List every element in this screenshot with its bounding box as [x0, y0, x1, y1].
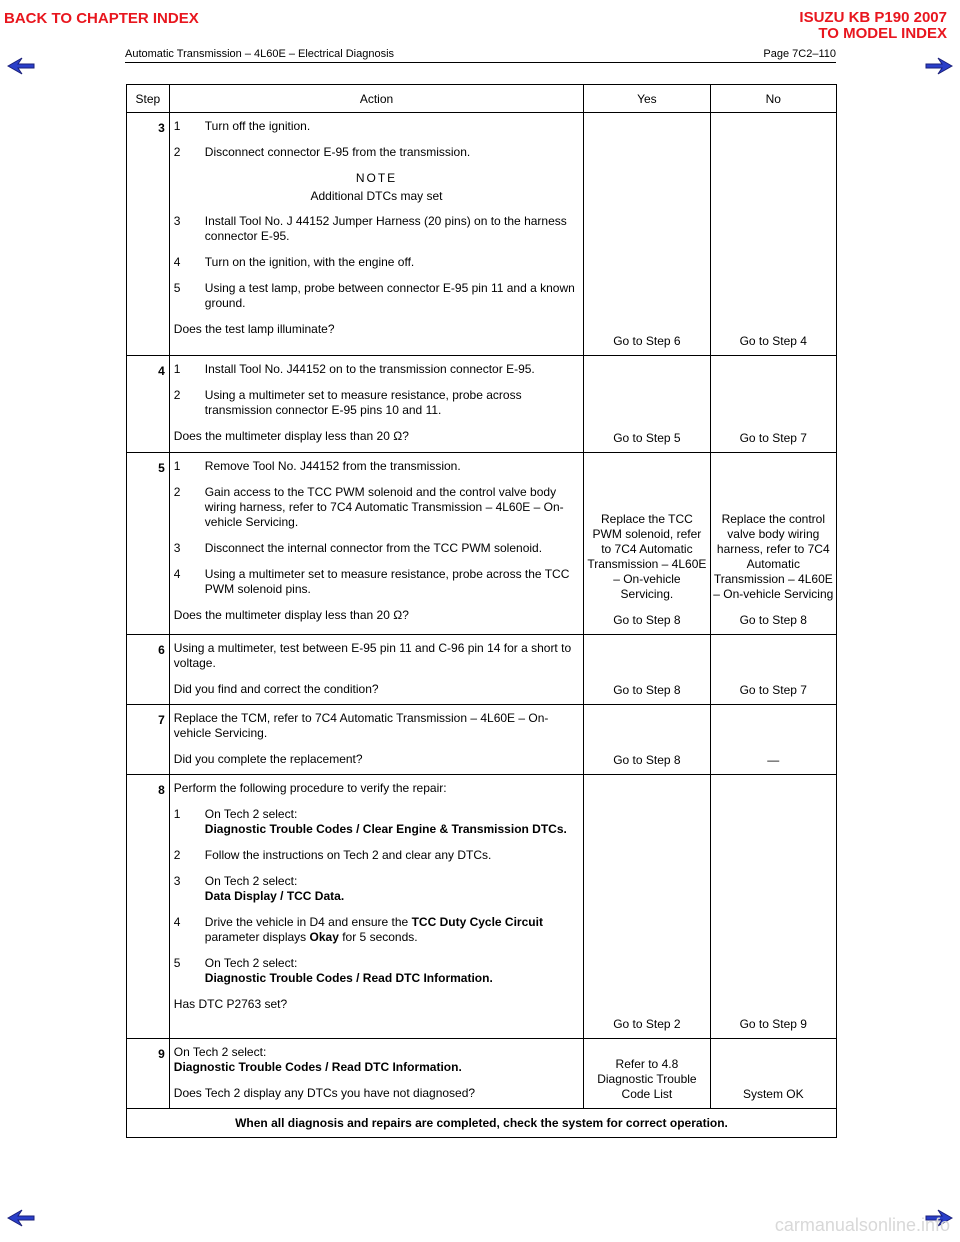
table-row-step-7 — [127, 705, 837, 775]
item-num: 1 — [173, 119, 181, 133]
item-text: Install Tool No. J 44152 Jumper Harness (20 pins) on to the harness connector E-95. — [204, 214, 567, 243]
table-row-step-9 — [127, 1039, 837, 1109]
diagnostic-table — [126, 84, 837, 1138]
no-answer: System OK — [710, 1039, 836, 1109]
yes-answer: Go to Step 6 — [584, 113, 710, 356]
step-action — [169, 705, 583, 775]
table-footer-row — [127, 1109, 837, 1138]
no-answer: Go to Step 7 — [710, 635, 836, 705]
step-question: Does the multimeter display less than 20 Ω? — [173, 429, 409, 443]
step-text: Replace the TCM, refer to 7C4 Automatic Transmission – 4L60E – On-vehicle Servicing. — [173, 711, 549, 740]
header-divider — [125, 62, 836, 63]
item-text: for 5 seconds. — [342, 930, 418, 944]
step-number: 9 — [127, 1039, 170, 1109]
step-action — [169, 635, 583, 705]
item-num: 2 — [173, 145, 181, 159]
item-num: 3 — [173, 541, 181, 555]
back-to-chapter-index-link[interactable]: BACK TO CHAPTER INDEX — [4, 10, 199, 27]
table-header-row — [127, 85, 837, 113]
table-row-step-4 — [127, 356, 837, 453]
item-num: 1 — [173, 807, 181, 821]
step-action — [169, 775, 583, 1039]
yes-answer: Go to Step 8 — [584, 705, 710, 775]
item-num: 1 — [173, 459, 181, 473]
item-text: Install Tool No. J44152 on to the transmission connector E-95. — [204, 362, 535, 376]
step-question: Did you complete the replacement? — [173, 752, 363, 766]
col-yes: Yes — [584, 85, 710, 113]
item-num: 3 — [173, 874, 181, 888]
no-answer: Go to Step 9 — [710, 775, 836, 1039]
item-text: On Tech 2 select: — [204, 956, 298, 970]
yes-answer: Go to Step 5 — [584, 356, 710, 453]
no-answer: Go to Step 7 — [710, 356, 836, 453]
item-num: 4 — [173, 567, 181, 581]
item-text: Turn on the ignition, with the engine off. — [204, 255, 415, 269]
step-question: Did you find and correct the condition? — [173, 682, 379, 696]
step-question: Does the test lamp illuminate? — [173, 322, 335, 336]
item-text: Using a multimeter set to measure resistance, probe across transmission connector E-95 pins 10 and 11. — [204, 388, 522, 417]
no-goto: Go to Step 8 — [739, 613, 807, 627]
section-title: Automatic Transmission – 4L60E – Electrical Diagnosis — [125, 48, 395, 60]
step-question: Has DTC P2763 set? — [173, 997, 288, 1011]
table-row-step-3 — [127, 113, 837, 356]
previous-page-arrow-icon[interactable] — [6, 56, 36, 76]
item-text: Follow the instructions on Tech 2 and clear any DTCs. — [204, 848, 492, 862]
item-num: 5 — [173, 281, 181, 295]
item-num: 4 — [173, 915, 181, 929]
table-row-step-5 — [127, 453, 837, 635]
step-number: 5 — [127, 453, 170, 635]
item-num: 2 — [173, 848, 181, 862]
yes-answer — [584, 453, 710, 635]
step-action — [169, 1039, 583, 1109]
to-model-index-link[interactable]: TO MODEL INDEX — [818, 25, 947, 42]
step-action — [169, 453, 583, 635]
item-num: 2 — [173, 388, 181, 402]
table-row-step-6 — [127, 635, 837, 705]
yes-answer: Go to Step 2 — [584, 775, 710, 1039]
tech2-menu-path: Diagnostic Trouble Codes / Clear Engine & Transmission DTCs. — [204, 822, 567, 836]
step-action — [169, 113, 583, 356]
yes-goto: Go to Step 8 — [613, 613, 681, 627]
note-body: Additional DTCs may set — [310, 189, 443, 203]
item-text: On Tech 2 select: — [204, 807, 298, 821]
col-step: Step — [127, 85, 170, 113]
model-title: ISUZU KB P190 2007 — [799, 9, 947, 26]
no-answer: — — [710, 705, 836, 775]
step-number: 7 — [127, 705, 170, 775]
model-header[interactable] — [799, 10, 947, 42]
item-text: Using a test lamp, probe between connector E-95 pin 11 and a known ground. — [204, 281, 575, 310]
table-row-step-8 — [127, 775, 837, 1039]
previous-page-arrow-bottom-icon[interactable] — [6, 1208, 36, 1228]
item-text: Disconnect the internal connector from the TCC PWM solenoid. — [204, 541, 543, 555]
col-no: No — [710, 85, 836, 113]
step-number: 4 — [127, 356, 170, 453]
step-action — [169, 356, 583, 453]
step-text: Using a multimeter, test between E-95 pin 11 and C-96 pin 14 for a short to voltage. — [173, 641, 572, 670]
next-page-arrow-icon[interactable] — [924, 56, 954, 76]
page-number: Page 7C2–110 — [763, 48, 836, 60]
item-text: Drive the vehicle in D4 and ensure the — [204, 915, 409, 929]
no-answer: Go to Step 4 — [710, 113, 836, 356]
parameter-name: TCC Duty Cycle Circuit — [411, 915, 543, 929]
tech2-menu-path: Diagnostic Trouble Codes / Read DTC Information. — [173, 1060, 462, 1074]
no-description: Replace the control valve body wiring harness, refer to 7C4 Automatic Transmission – 4L60E – On-vehicle Servicing — [713, 512, 834, 601]
item-text: Turn off the ignition. — [204, 119, 311, 133]
item-num: 1 — [173, 362, 181, 376]
step-question: Does Tech 2 display any DTCs you have not diagnosed? — [173, 1086, 476, 1100]
step-number: 3 — [127, 113, 170, 356]
step-text: On Tech 2 select: — [173, 1045, 267, 1059]
item-num: 5 — [173, 956, 181, 970]
item-text: Disconnect connector E-95 from the transmission. — [204, 145, 471, 159]
yes-answer: Refer to 4.8 Diagnostic Trouble Code List — [584, 1039, 710, 1109]
yes-answer: Go to Step 8 — [584, 635, 710, 705]
step-number: 6 — [127, 635, 170, 705]
item-text: Remove Tool No. J44152 from the transmission. — [204, 459, 461, 473]
note-heading: NOTE — [355, 171, 398, 185]
parameter-value: Okay — [309, 930, 339, 944]
step-question: Does the multimeter display less than 20 Ω? — [173, 608, 409, 622]
yes-description: Replace the TCC PWM solenoid, refer to 7C4 Automatic Transmission – 4L60E – On-vehicle Servicing. — [587, 512, 707, 601]
tech2-menu-path: Data Display / TCC Data. — [204, 889, 345, 903]
item-text: On Tech 2 select: — [204, 874, 298, 888]
step-text: Perform the following procedure to verify the repair: — [173, 781, 447, 795]
watermark: carmanualsonline.info — [774, 1215, 950, 1235]
item-num: 3 — [173, 214, 181, 228]
step-number: 8 — [127, 775, 170, 1039]
item-num: 2 — [173, 485, 181, 499]
no-answer — [710, 453, 836, 635]
final-instruction: When all diagnosis and repairs are completed, check the system for correct operation. — [127, 1109, 837, 1138]
item-num: 4 — [173, 255, 181, 269]
item-text: Gain access to the TCC PWM solenoid and the control valve body wiring harness, refer to 7C4 Automatic Transmission – 4L60E – On-vehicle Servicing. — [204, 485, 564, 529]
col-action: Action — [169, 85, 583, 113]
item-text: parameter displays — [204, 930, 307, 944]
item-text: Using a multimeter set to measure resistance, probe across the TCC PWM solenoid pins. — [204, 567, 570, 596]
tech2-menu-path: Diagnostic Trouble Codes / Read DTC Information. — [204, 971, 493, 985]
